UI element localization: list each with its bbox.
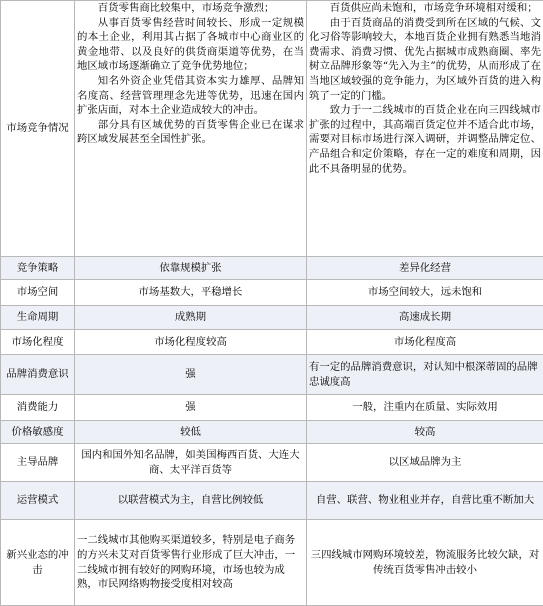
row-label: 主导品牌 [1, 444, 75, 482]
cell-col1: 一二线城市其他购买渠道较多，特别是电子商务的方兴未艾对百货零售行业形成了巨大冲击，一二线城市拥有较好的网购环境，市场也较为成熟，市民网络购物接受度相对较高 [75, 520, 307, 606]
paragraph: 知名外资企业凭借其资本实力雄厚、品牌知名度高、经营管理理念先进等优势，迅速在国内扩张店面，对本土企业造成较大的冲击。 [77, 74, 304, 118]
row-label: 竞争策略 [1, 257, 75, 280]
table-row [1, 280, 543, 306]
table-row [1, 395, 543, 421]
row-label: 运营模式 [1, 482, 75, 520]
table-row [1, 1, 543, 257]
paragraph: 从事百货零售经营时间较长、形成一定规模的本土企业，利用其占据了各城市中心商业区的黄金地带、以及良好的供货商渠道等优势，在当地区域市场逐渐确立了竞争优势地位； [77, 16, 304, 74]
paragraph: 由于百货商品的消费受到所在区域的气候、文化习俗等影响较大，本地百货企业拥有熟悉当地消费需求、消费习惯、优先占据城市成熟商圈、率先树立品牌形象等“先入为主”的优势，从而形成了在当地区域较强的竞争能力，为区域外百货的进入构筑了一定的门槛。 [309, 16, 541, 104]
cell-col1: 强 [75, 355, 307, 395]
table-row [1, 421, 543, 444]
paragraph: 百货供应尚未饱和，市场竞争环境相对缓和； [309, 1, 541, 16]
cell-col1: 市场化程度较高 [75, 330, 307, 355]
row-label: 生命周期 [1, 306, 75, 330]
cell-col2 [307, 1, 543, 257]
cell-col1 [75, 1, 307, 257]
paragraph: 致力于一二线城市的百货企业在向三四线城市扩张的过程中，其高端百货定位并不适合此市场，需要对目标市场进行深入调研，并调整品牌定位、产品组合和定价策略，存在一定的难度和周期，因此不具备明显的优势。 [309, 103, 541, 176]
table-row [1, 306, 543, 330]
table-row [1, 330, 543, 355]
paragraph: 部分具有区域优势的百货零售企业已在谋求跨区域发展甚至全国性扩张。 [77, 118, 304, 147]
cell-col2: 以区域品牌为主 [307, 444, 543, 482]
cell-col1: 依靠规模扩张 [75, 257, 307, 280]
cell-col1: 强 [75, 395, 307, 421]
cell-col1: 以联营模式为主，自营比例较低 [75, 482, 307, 520]
table-row [1, 520, 543, 606]
table-row [1, 257, 543, 280]
row-label: 消费能力 [1, 395, 75, 421]
cell-col2: 市场化程度高 [307, 330, 543, 355]
table-row [1, 482, 543, 520]
row-label: 市场化程度 [1, 330, 75, 355]
cell-col2: 市场空间较大，远未饱和 [307, 280, 543, 306]
cell-col2: 较高 [307, 421, 543, 444]
cell-col2: 三四线城市网购环境较差，物流服务比较欠缺，对传统百货零售冲击较小 [307, 520, 543, 606]
cell-col2: 有一定的品牌消费意识，对认知中根深蒂固的品牌忠诚度高 [307, 355, 543, 395]
cell-col1: 成熟期 [75, 306, 307, 330]
table-row [1, 355, 543, 395]
table-row [1, 444, 543, 482]
row-label: 价格敏感度 [1, 421, 75, 444]
cell-col2: 高速成长期 [307, 306, 543, 330]
row-label: 市场空间 [1, 280, 75, 306]
cell-col1: 国内和国外知名品牌，如美国梅西百货、大连大商、太平洋百货等 [75, 444, 307, 482]
row-label: 品牌消费意识 [1, 355, 75, 395]
cell-col1: 市场基数大，平稳增长 [75, 280, 307, 306]
row-label: 新兴业态的冲击 [1, 520, 75, 606]
cell-col2: 一般，注重内在质量、实际效用 [307, 395, 543, 421]
cell-col2: 差异化经营 [307, 257, 543, 280]
row-label: 市场竞争情况 [1, 1, 75, 257]
cell-col1: 较低 [75, 421, 307, 444]
cell-col2: 自营、联营、物业租业并存，自营比重不断加大 [307, 482, 543, 520]
paragraph: 百货零售商比较集中，市场竞争激烈； [77, 1, 304, 16]
